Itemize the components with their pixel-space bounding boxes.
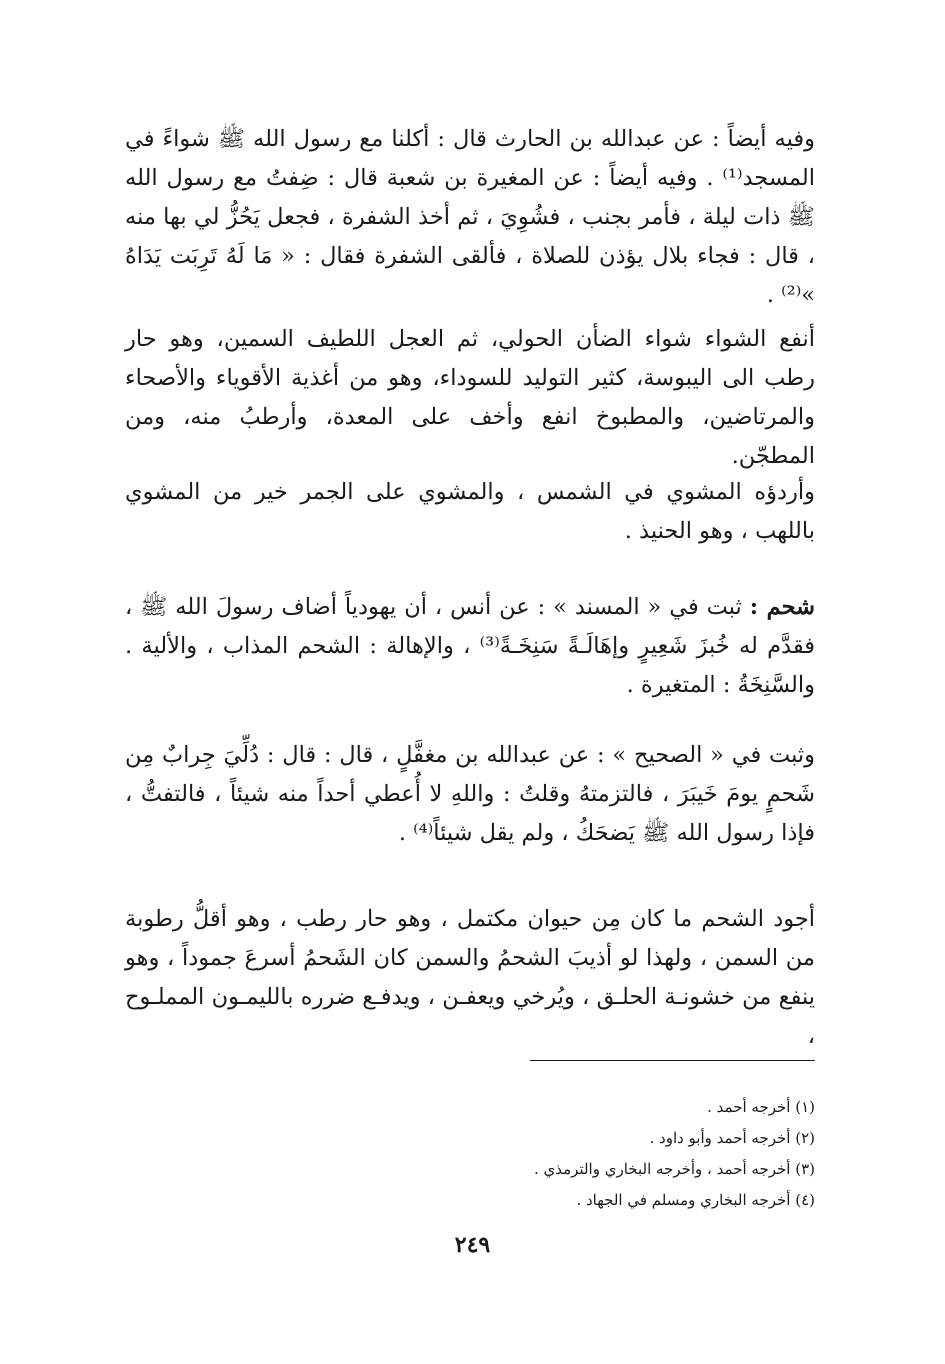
paragraph-fat-entry [125, 588, 815, 705]
paragraph-fat-text: ثبت في « المسند » : عن أنس ، أن يهودياً أضاف رسولَ الله ﷺ ، فقدَّم له خُبزَ شَعِيرٍ وإهَالَـةً سَنِخَـةً⁽³⁾ ، والإهالة : الشحم المذاب ، والألية . والسَّنِخَةُ : المتغيرة . [125, 594, 816, 698]
page-number: ٢٤٩ [454, 1232, 491, 1258]
paragraph-khaybar-fat-hadith: وثبت في « الصحيح » : عن عبدالله بن مغفَّلٍ ، قال : قال : دُلِّيَ جِرابٌ مِن شَحمٍ يومَ خَيبَرَ ، فالتزمتهُ وقلتُ : واللهِ لا أُعطي أحداً منه شيئاً ، فالتفتُّ ، فإذا رسول الله ﷺ يَضحَكُ ، ولم يقل شيئاً⁽⁴⁾ . [125, 742, 815, 846]
footnote-1: (١) أخرجه أحمد . [707, 1098, 815, 1116]
paragraph-worst-grilled-meat: وأردؤه المشوي في الشمس ، والمشوي على الجمر خير من المشوي باللهب ، وهو الحنيذ . [125, 479, 815, 544]
paragraph-best-grilled-meat: أنفع الشواء شواء الضأن الحولي، ثم العجل اللطيف السمين، وهو حار رطب الى اليبوسة، كثير التوليد للسوداء، وهو من أغذية الأقوياء والأصحاء والمرتاضين، والمطبوخ انفع وأخف على المعدة، وأرطبُ منه، ومن المطجّن. [125, 326, 815, 469]
footnote-divider [530, 1060, 815, 1061]
entry-heading-fat: شحم : [749, 594, 815, 620]
footnote-3: (٣) أخرجه أحمد ، وأخرجه البخاري والترمذي . [534, 1160, 815, 1178]
footnotes-list [125, 1092, 815, 1216]
paragraph-best-fat: أجود الشحم ما كان مِن حيوان مكتمل ، وهو حار رطب ، وهو أقلُّ رطوبة من السمن ، ولهذا لو أذيبَ الشحمُ والسمن كان الشَحمُ أسرعَ جموداً ، وهو ينفع من خشونـة الحلـق ، ويُرخي ويعفـن ، ويدفـع ضرره بالليمـون المملـوح ، [125, 906, 815, 1049]
footnote-2: (٢) أخرجه أحمد وأبو داود . [649, 1129, 815, 1147]
footnote-4: (٤) أخرجه البخاري ومسلم في الجهاد . [576, 1191, 815, 1209]
paragraph-grilled-meat-hadith: وفيه أيضاً : عن عبدالله بن الحارث قال : أكلنا مع رسول الله ﷺ شواءً في المسجد⁽¹⁾ . وفيه أيضاً : عن المغيرة بن شعبة قال : ضِفتُ مع رسول الله ﷺ ذات ليلة ، فأمر بجنب ، فشُوِيَ ، ثم أخذ الشفرة ، فجعل يَحُزُّ لي بها منه ، قال : فجاء بلال يؤذن للصلاة ، فألقى الشفرة فقال : « مَا لَهُ تَرِبَت يَدَاهُ »⁽²⁾ . [125, 126, 815, 308]
